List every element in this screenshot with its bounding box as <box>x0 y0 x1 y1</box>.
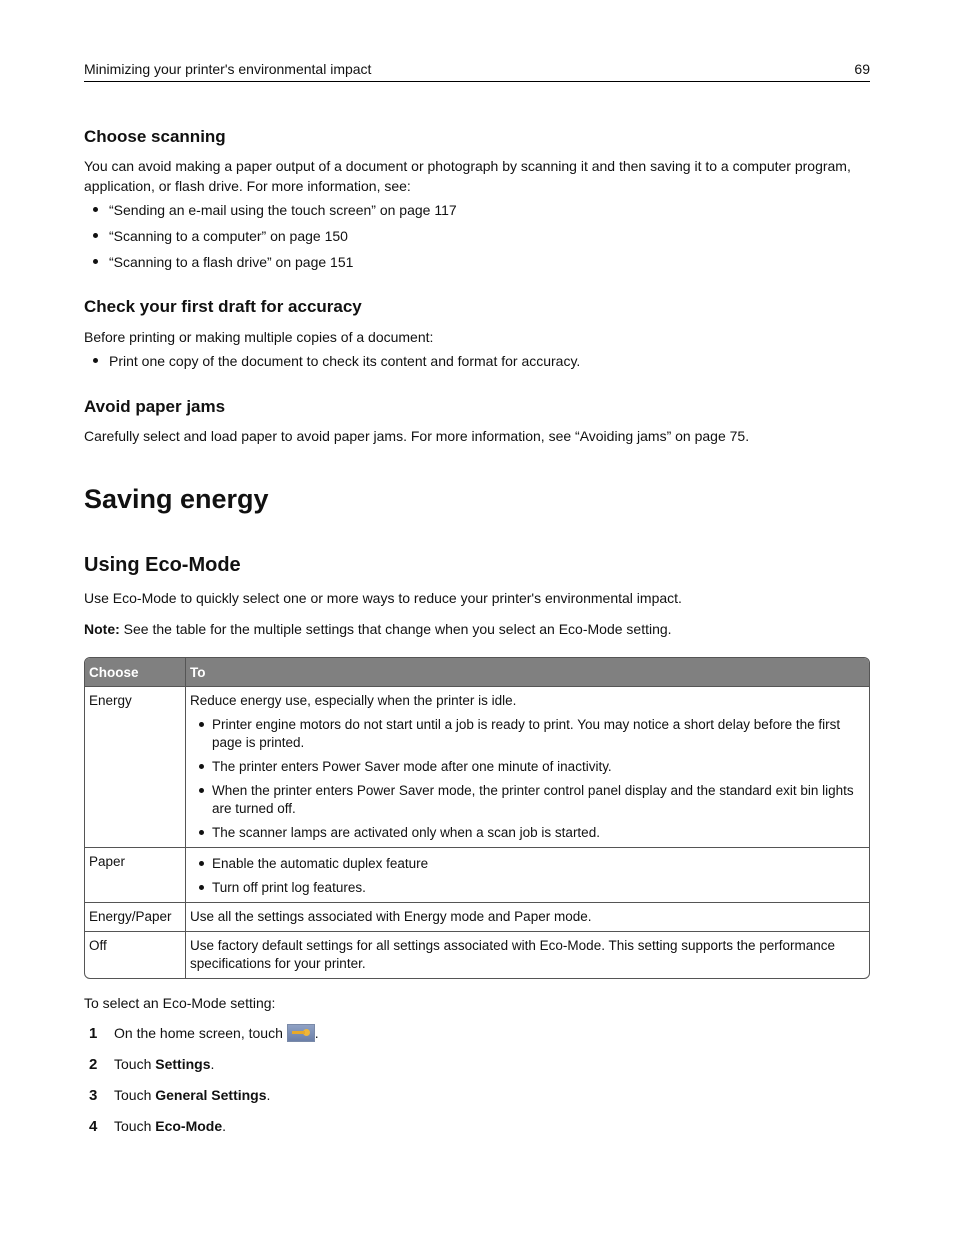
eco-mode-table-wrap <box>84 657 870 979</box>
step-punct: . <box>222 1118 227 1134</box>
heading: Using Eco‑Mode <box>84 554 241 576</box>
step-punct: . <box>210 1056 215 1072</box>
note-label: Note: <box>84 621 120 637</box>
step-number: 1 <box>89 1024 98 1042</box>
step-bold: Eco‑Mode <box>155 1118 223 1134</box>
step-number: 4 <box>89 1117 98 1135</box>
cell-to <box>185 686 869 847</box>
table-row <box>85 902 869 931</box>
list-item: “Scanning to a computer” on page 150 <box>84 226 870 246</box>
section-saving-energy <box>84 484 870 515</box>
paragraph: You can avoid making a paper output of a document or photograph by scanning it and then saving it to a computer program, application, or flash drive. For more information, see: <box>84 158 851 194</box>
heading: Avoid paper jams <box>84 397 226 416</box>
section-steps <box>84 993 870 1136</box>
cell-choose: Energy <box>85 686 185 847</box>
note <box>84 619 870 639</box>
table-row <box>85 931 869 978</box>
step-1 <box>84 1023 870 1043</box>
step-bold: Settings <box>155 1056 211 1072</box>
column-header: Choose <box>85 658 185 686</box>
step-punct: . <box>266 1087 271 1103</box>
table-header-row <box>85 658 869 686</box>
step-bold: General Settings <box>155 1087 267 1103</box>
step-number: 3 <box>89 1086 98 1104</box>
step-4 <box>84 1116 870 1136</box>
heading: Saving energy <box>84 484 269 514</box>
list-item: Turn off print log features. <box>190 879 865 897</box>
eco-key-icon <box>287 1024 315 1042</box>
list-item: Printer engine motors do not start until a job is ready to print. You may notice a short delay before the first page is printed. <box>190 716 865 752</box>
list-item: The scanner lamps are activated only when a scan job is started. <box>190 824 865 842</box>
table-row <box>85 847 869 902</box>
list-item: Print one copy of the document to check its content and format for accuracy. <box>84 351 870 371</box>
cell-choose: Off <box>85 931 185 978</box>
table-row <box>85 686 869 847</box>
list-item: When the printer enters Power Saver mode, the printer control panel display and the standard exit bin lights are turned off. <box>190 782 865 818</box>
column-header: To <box>185 658 869 686</box>
list-item: Enable the automatic duplex feature <box>190 855 865 873</box>
step-text: Touch <box>114 1056 152 1072</box>
cell-text: Reduce energy use, especially when the printer is idle. <box>190 693 517 708</box>
list-item: The printer enters Power Saver mode after one minute of inactivity. <box>190 758 865 776</box>
step-text: Touch <box>114 1087 152 1103</box>
paragraph: To select an Eco‑Mode setting: <box>84 995 276 1011</box>
step-2 <box>84 1054 870 1074</box>
step-3 <box>84 1085 870 1105</box>
header-title: Minimizing your printer's environmental impact <box>84 61 372 77</box>
section-choose-scanning <box>84 127 870 278</box>
cell-to: Use factory default settings for all settings associated with Eco‑Mode. This setting supports the performance specifications for your printer. <box>185 931 869 978</box>
paragraph: Carefully select and load paper to avoid paper jams. For more information, see “Avoiding jams” on page 75. <box>84 428 750 444</box>
section-check-draft <box>84 297 870 377</box>
cell-to <box>185 847 869 902</box>
section-eco-mode <box>84 554 870 639</box>
section-avoid-jams <box>84 397 870 446</box>
step-punct: . <box>314 1025 319 1041</box>
step-text: On the home screen, touch <box>114 1025 283 1041</box>
heading: Choose scanning <box>84 127 226 146</box>
eco-mode-table <box>84 657 870 979</box>
running-header <box>84 61 870 82</box>
list-item: “Sending an e‑mail using the touch screen” on page 117 <box>84 200 870 220</box>
step-text: Touch <box>114 1118 152 1134</box>
list-item: “Scanning to a flash drive” on page 151 <box>84 252 870 272</box>
cell-to: Use all the settings associated with Energy mode and Paper mode. <box>185 902 869 931</box>
step-number: 2 <box>89 1055 98 1073</box>
heading: Check your first draft for accuracy <box>84 297 362 316</box>
cell-choose: Paper <box>85 847 185 902</box>
paragraph: Before printing or making multiple copies of a document: <box>84 329 434 345</box>
note-text: See the table for the multiple settings that change when you select an Eco‑Mode setting. <box>119 621 672 637</box>
page-number: 69 <box>854 61 870 77</box>
cell-choose: Energy/Paper <box>85 902 185 931</box>
paragraph: Use Eco‑Mode to quickly select one or more ways to reduce your printer's environmental impact. <box>84 590 682 606</box>
